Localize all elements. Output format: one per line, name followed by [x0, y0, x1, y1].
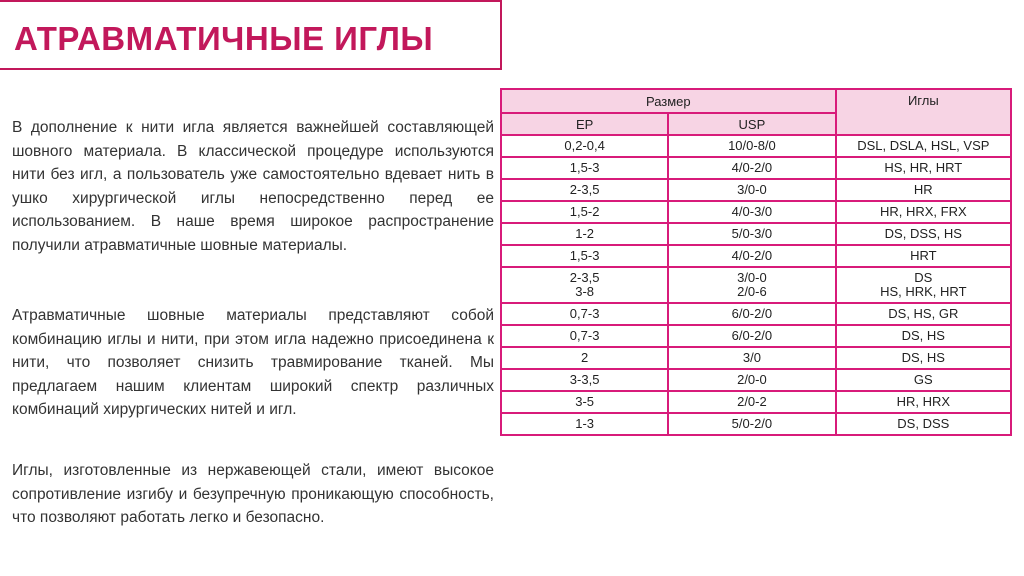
cell-usp: 4/0-2/0	[668, 157, 835, 179]
cell-usp: 10/0-8/0	[668, 135, 835, 157]
table-row	[501, 267, 1011, 303]
cell-ep: 0,7-3	[501, 303, 668, 325]
cell-usp: 6/0-2/0	[668, 325, 835, 347]
table-row	[501, 201, 1011, 223]
header-usp: USP	[668, 113, 835, 135]
cell-needles: HR	[836, 179, 1011, 201]
cell-usp-line: 3/0-0	[737, 270, 767, 285]
table-row	[501, 413, 1011, 435]
cell-needles: HS, HR, HRT	[836, 157, 1011, 179]
cell-ep: 1,5-2	[501, 201, 668, 223]
cell-needles: HR, HRX, FRX	[836, 201, 1011, 223]
cell-usp: 5/0-3/0	[668, 223, 835, 245]
header-ep: EP	[501, 113, 668, 135]
cell-needles: DS, HS	[836, 325, 1011, 347]
cell-usp-line: 2/0-6	[737, 284, 767, 299]
table-row	[501, 303, 1011, 325]
title-box	[0, 0, 502, 70]
needle-size-table	[500, 88, 1012, 436]
paragraph-atraumatic: Атравматичные шовные материалы представляют собой комбинацию иглы и нити, при этом игла надежно присоединена к нити, что позволяет снизить травмирование тканей. Мы предлагаем нашим клиентам широкий спектр различных комбинаций хирургических нитей и игл.	[12, 307, 494, 418]
table-row	[501, 369, 1011, 391]
cell-needles: DS, HS, GR	[836, 303, 1011, 325]
cell-ep: 1,5-3	[501, 245, 668, 267]
paragraph-steel: Иглы, изготовленные из нержавеющей стали, имеют высокое сопротивление изгибу и безупречную проникающую способность, что позволяют работать легко и безопасно.	[12, 462, 494, 526]
page-title: АТРАВМАТИЧНЫЕ ИГЛЫ	[14, 20, 434, 57]
cell-needles: DS, HS	[836, 347, 1011, 369]
cell-ep: 1,5-3	[501, 157, 668, 179]
cell-usp: 4/0-3/0	[668, 201, 835, 223]
cell-usp: 3/0	[668, 347, 835, 369]
table-row	[501, 135, 1011, 157]
cell-ep-line: 3-8	[575, 284, 595, 299]
cell-needles: DSL, DSLA, HSL, VSP	[836, 135, 1011, 157]
table-row	[501, 391, 1011, 413]
cell-usp: 4/0-2/0	[668, 245, 835, 267]
cell-needles: HR, HRX	[836, 391, 1011, 413]
table-row	[501, 223, 1011, 245]
cell-ep: 1-2	[501, 223, 668, 245]
cell-ep: 0,2-0,4	[501, 135, 668, 157]
cell-ep: 2	[501, 347, 668, 369]
table-row	[501, 347, 1011, 369]
cell-ep: 0,7-3	[501, 325, 668, 347]
cell-usp: 5/0-2/0	[668, 413, 835, 435]
paragraph-intro: В дополнение к нити игла является важнейшей составляющей шовного материала. В классической процедуре используются нити без игл, а пользователь уже самостоятельно вдевает нить в ушко хирургической иглы непосредственно перед ее использованием. В наше время широкое распространение получили атравматичные шовные материалы.	[12, 119, 494, 254]
cell-needles-line: HS, HRK, HRT	[880, 284, 967, 299]
cell-needles: DS, DSS, HS	[836, 223, 1011, 245]
cell-ep: 1-3	[501, 413, 668, 435]
cell-needles: HRT	[836, 245, 1011, 267]
cell-ep: 3-3,5	[501, 369, 668, 391]
cell-ep-line: 2-3,5	[569, 270, 600, 285]
cell-ep: 3-5	[501, 391, 668, 413]
cell-ep: 2-3,5	[501, 179, 668, 201]
table-row	[501, 245, 1011, 267]
cell-usp: 6/0-2/0	[668, 303, 835, 325]
cell-ep	[501, 267, 668, 303]
table-row	[501, 157, 1011, 179]
cell-usp: 2/0-2	[668, 391, 835, 413]
header-needles: Иглы	[836, 89, 1011, 135]
cell-usp: 2/0-0	[668, 369, 835, 391]
cell-needles: GS	[836, 369, 1011, 391]
table-row	[501, 179, 1011, 201]
header-size: Размер	[501, 89, 836, 113]
cell-needles	[836, 267, 1011, 303]
cell-usp	[668, 267, 835, 303]
cell-needles-line: DS	[914, 270, 933, 285]
cell-needles: DS, DSS	[836, 413, 1011, 435]
table-row	[501, 325, 1011, 347]
cell-usp: 3/0-0	[668, 179, 835, 201]
